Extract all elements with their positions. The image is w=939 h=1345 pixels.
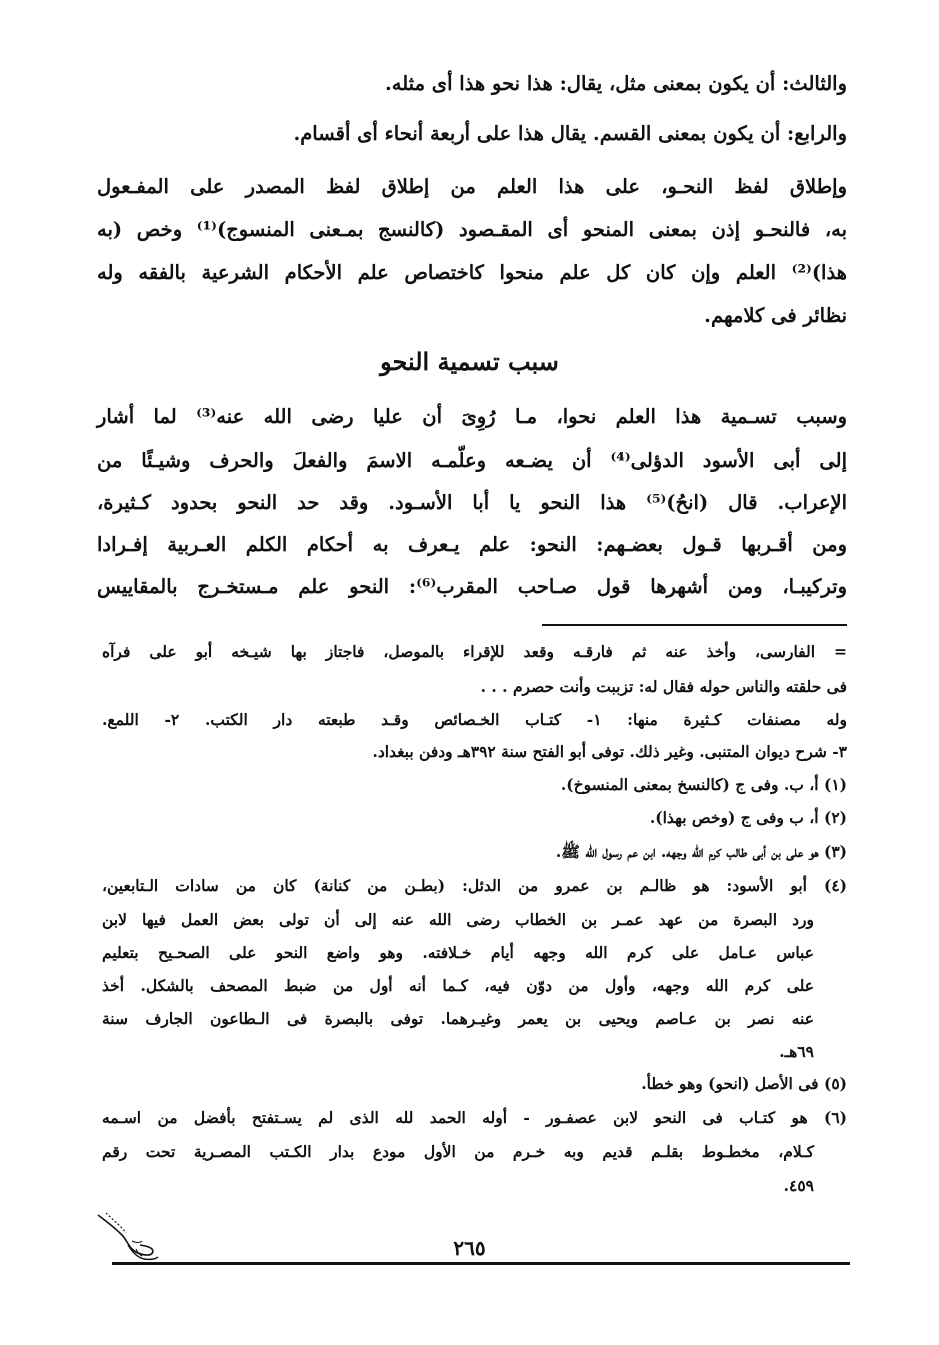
- footnote-line: ٣- شرح ديوان المتنبى. وغير ذلك. توفى أبو الفتح سنة ٣٩٢هـ ودفن ببغداد.: [372, 742, 847, 761]
- footnote-line: على كرم الله وجهه، وأول من دوّن فيه، كـما أنه أول من ضبط المصحف بالشكل. أخذ: [102, 976, 814, 995]
- footnote-line: (٤) أبو الأسود: هو ظالـم بن عمرو من الدئل: (بطـن من كنانة) كان من سادات الـتابعين،: [102, 876, 847, 895]
- footnote-line: كـلام، مخطـوط بقلـم قديم وبه خـرم من الأول مودع بدار الكـتب المصـرية تحت رقم: [102, 1142, 814, 1161]
- body-line: نظائر فى كلامهم.: [704, 304, 847, 327]
- body-line: الإعراب. قال (انحُ)⁽⁵⁾ هذا النحو يا أبا الأسـود. وقد حد النحو بحدود كـثيرة،: [97, 491, 847, 514]
- footnote-line: ٦٩هـ.: [779, 1042, 814, 1061]
- footnote-separator: [542, 624, 847, 626]
- page-number: ٢٦٥: [453, 1236, 486, 1260]
- footnote-line: (٢) أ، ب وفى ج (وخص بهذا).: [649, 808, 847, 827]
- footnote-line: ٤٥٩.: [783, 1176, 814, 1195]
- body-line: والثالث: أن يكون بمعنى مثل، يقال: هذا نحو هذا أى مثله.: [384, 72, 847, 95]
- footnote-line: عنه نصر بن عـاصم ويحيى بن يعمر وغيـرهما. توفى بالبصرة فى الـطاعون الجارف سنة: [102, 1009, 814, 1028]
- footnote-line: ورد البصرة من عهد عمـر بن الخطاب رضى الله عنه إلى أن تولى بعض العمل فيها لابن: [102, 910, 814, 929]
- footnote-line: وله مصنفات كـثيرة منها: ١- كتـاب الخـصائص وقـد طبعته دار الكتب. ٢- اللمع.: [102, 710, 847, 729]
- footnote-line: (٦) هو كتـاب فى النحو لابن عصفـور - أوله الحمد لله الذى لم يسـتفتح بأفضل من اسـمه: [102, 1108, 847, 1127]
- footnote-line: (٥) فى الأصل (انحو) وهو خطأ.: [641, 1074, 847, 1093]
- section-heading: سبب تسمية النحو: [380, 347, 559, 376]
- footnote-line: (١) أ، ب. وفى ج (كالنسخ بمعنى المنسوخ).: [560, 775, 847, 794]
- page-bottom-rule: [112, 1262, 850, 1265]
- body-line: وسبب تسـمية هذا العلم نحوا، مـا رُوِىَ أن عليا رضى الله عنه⁽³⁾ لما أشار: [97, 405, 847, 428]
- footnote-line: (٣) هو على بن أبى طالب كرم الله وجهه. ابن عم رسول الله ﷺ.: [555, 842, 847, 861]
- body-line: هذا)⁽²⁾ العلم وإن كان كل علم منحوا كاختصاص علم الأحكام الشرعية بالفقه وله: [97, 261, 847, 284]
- body-line: ومن أقـربها قـول بعضـهم: النحو: علم يـعرف به أحكام الكلم العـربية إفـرادا: [97, 533, 847, 556]
- footnote-line: عباس عـامل على كرم الله وجهه أيام خـلافته. وهو واضع النحو على الصحـيح بتعليم: [102, 943, 814, 962]
- body-line: به، فالنحـو إذن بمعنى المنحو أى المقـصود (كالنسج بمـعنى المنسوج)⁽¹⁾ وخص (به: [97, 218, 847, 241]
- footnote-line: فى حلقته والناس حوله فقال له: تزببت وأنت حصرم . . .: [480, 677, 847, 696]
- body-line: إلى أبى الأسود الدؤلى⁽⁴⁾ أن يضـعه وعلّمـه الاسمَ والفعلَ والحرف وشيـئًا من: [97, 449, 847, 472]
- body-line: وإطلاق لفظ النحـو، على هذا العلم من إطلاق لفظ المصدر على المفـعول: [97, 175, 847, 198]
- footnote-line: = الفارسى، وأخذ عنه ثم فارقـه وقعد للإقراء بالموصل، فاجتاز بها شيـخه أبو على فرآه: [102, 642, 847, 661]
- body-line: والرابع: أن يكون بمعنى القسم. يقال هذا على أربعة أنحاء أى أقسام.: [293, 122, 847, 145]
- body-line: وتركيبـا، ومن أشهرها قول صـاحب المقرب⁽⁶⁾: النحو علم مـستخـرج بالمقاييس: [97, 575, 847, 598]
